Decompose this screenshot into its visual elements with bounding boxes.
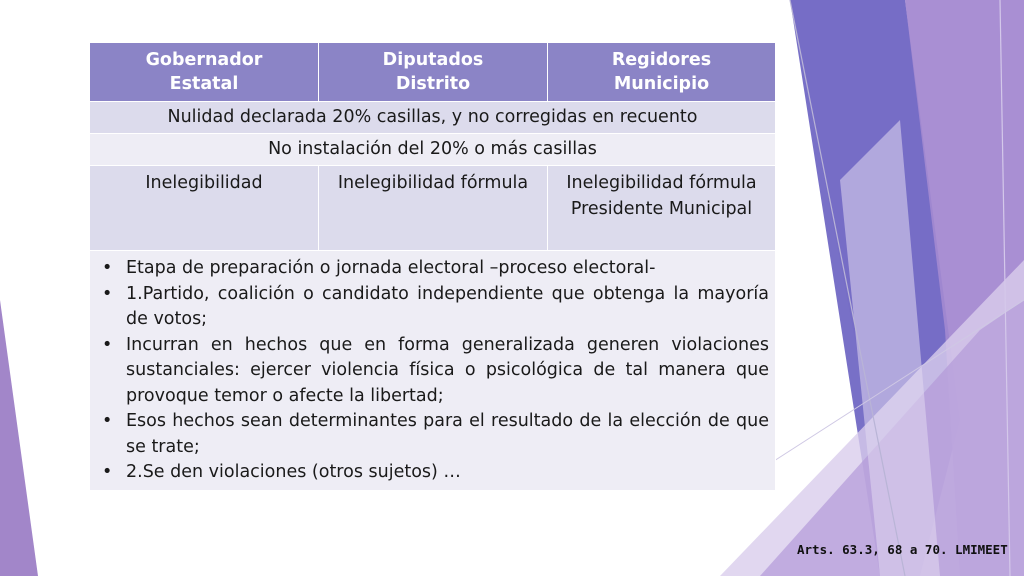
table-row-nulidad [90, 102, 776, 134]
header-diputados: Diputados Distrito [319, 43, 548, 102]
table-header-row [90, 43, 776, 102]
cell-nulidad: Nulidad declarada 20% casillas, y no corregidas en recuento [90, 102, 776, 134]
table-row-violaciones [90, 251, 776, 491]
bullet-list [98, 256, 769, 486]
left-accent-triangle [0, 300, 38, 576]
list-item: • Etapa de preparación o jornada electoral –proceso electoral- [98, 256, 769, 282]
footnote-legal-reference: Arts. 63.3, 68 a 70. LMIMEET [797, 542, 1008, 557]
table-row-instalacion [90, 134, 776, 166]
list-item: • 2.Se den violaciones (otros sujetos) … [98, 460, 769, 486]
header-regidores: Regidores Municipio [548, 43, 776, 102]
cell-inelegibilidad-regidores: Inelegibilidad fórmula Presidente Municipal [548, 166, 776, 251]
list-item: • Incurran en hechos que en forma generalizada generen violaciones sustanciales: ejercer violencia física o psicológica de tal manera que provoque temor o afecte la libertad; [98, 333, 769, 410]
elections-nullity-table [89, 42, 776, 491]
cell-violaciones [90, 251, 776, 491]
list-item: • Esos hechos sean determinantes para el resultado de la elección de que se trate; [98, 409, 769, 460]
cell-inelegibilidad-diputados: Inelegibilidad fórmula [319, 166, 548, 251]
header-gobernador: Gobernador Estatal [90, 43, 319, 102]
list-item: • 1.Partido, coalición o candidato independiente que obtenga la mayoría de votos; [98, 282, 769, 333]
cell-inelegibilidad-gobernador: Inelegibilidad [90, 166, 319, 251]
cell-instalacion: No instalación del 20% o más casillas [90, 134, 776, 166]
table-row-inelegibilidad [90, 166, 776, 251]
